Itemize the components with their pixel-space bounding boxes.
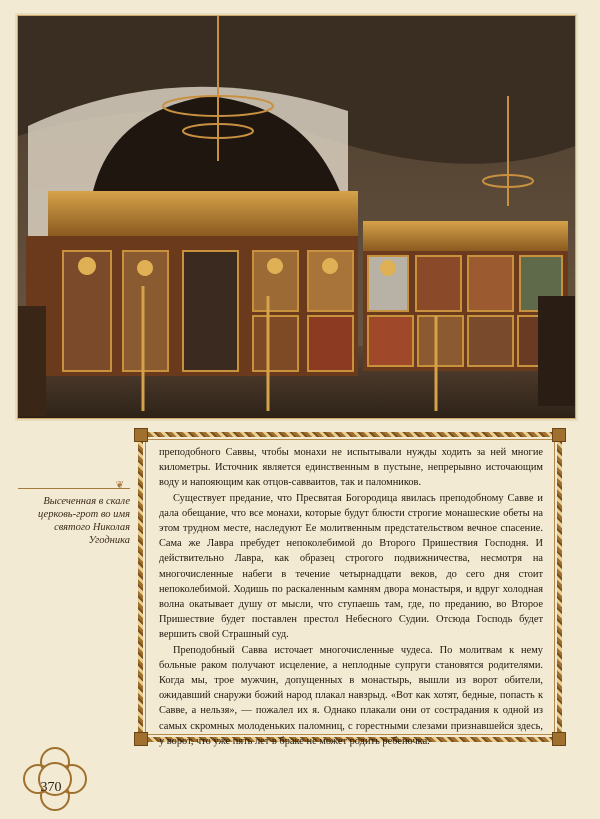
iconostasis-image [18,16,575,418]
text-frame [138,432,562,747]
frame-corner-ornament [134,428,148,442]
frame-corner-ornament [134,732,148,746]
paragraph: преподобного Саввы, чтобы монахи не испытывали нужды ходить за ней многие километры. Источник является единственным в пустыне, непрерывно источающим воду и напояющим как отцов-савваитов, так и паломников. [159,447,543,489]
paragraph: Преподобный Савва источает многочисленные чудеса. По молитвам к нему больные раком получают исцеление, а неплодные супруги становятся родителями. Когда мы, трое мужчин, допущенных в монастырь, вышли из ворот обители, ожидавший снаружи божий народ плакал навзрыд. «Вот как хотят, бедные, попасть к Савве, а нельзя», — пожалел их я. Однако плакали они от сострадания к одной из самых скромных молоденьких паломниц, с горестными слезами признавшейся здесь, у ворот, что уже пять лет в браке не может родить ребеночка. [159,644,543,747]
cave-church-photo [17,15,576,419]
page-number: 370 [40,780,62,795]
caption-text: Высеченная в скале церковь-грот во имя святого Николая Угодника [38,496,130,546]
page-number-ornament [20,744,90,814]
photo-caption [18,480,130,547]
leaf-ornament-icon: ❦ [115,480,124,491]
caption-rule [18,480,130,491]
frame-corner-ornament [552,428,566,442]
body-text [159,445,543,749]
paragraph: Существует предание, что Пресвятая Богородица явилась преподобному Савве и дала обещание, что все монахи, которые будут блюсти строгие монашеские обеты на этом трудном месте, наследуют Ее молитвенным предстательством вечное спасение. Сама же Лавра пребудет непоколебимой до Второго Пришествия Господня. И действительно Лавра, как образец строгого подвижничества, несмотря на многочисленные набеги в течение четырнадцати веков, до сего дня стоит непоколебимой. Ходишь по раскаленным камням двора монастыря, и вдруг холодная волна окатывает душу от мысли, что ступаешь там, где, по преданию, во Второе Пришествие будет поставлен престол Небесного Судии. Отсюда Господь будет вершить свой Страшный суд. [159,492,543,641]
frame-corner-ornament [552,732,566,746]
